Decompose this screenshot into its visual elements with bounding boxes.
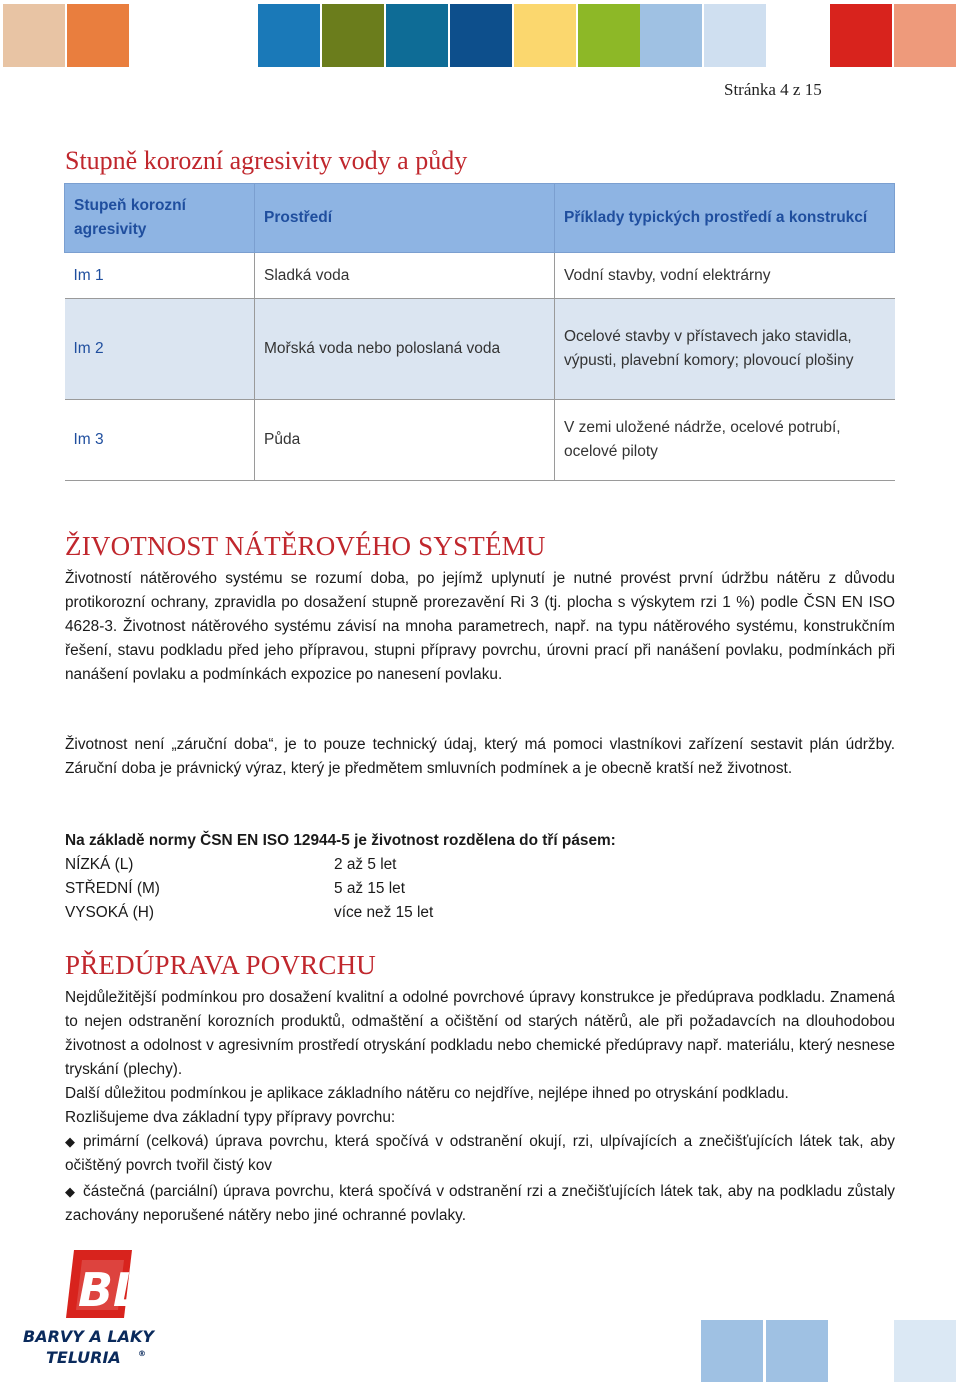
list-item-text: primární (celková) úprava povrchu, která spočívá v odstranění okují, rzi, ulpívajících a znečišťujících látek tak, aby očištěný povrch tvořil čistý kov xyxy=(65,1133,895,1174)
bands-intro: Na základě normy ČSN EN ISO 12944-5 je životnost rozdělena do tří pásem: xyxy=(65,832,616,849)
band-row xyxy=(65,853,396,877)
color-block xyxy=(258,4,320,67)
table-cell: Mořská voda nebo poloslaná voda xyxy=(255,299,555,400)
color-block xyxy=(704,4,766,67)
section-title-corrosion: Stupně korozní agresivity vody a půdy xyxy=(65,146,468,175)
section-title-lifetime: ŽIVOTNOST NÁTĚROVÉHO SYSTÉMU xyxy=(65,531,546,561)
corrosion-table xyxy=(64,183,895,481)
company-logo xyxy=(20,1248,170,1370)
list-item-text: částečná (parciální) úprava povrchu, která spočívá v odstranění rzi a znečišťujících látek tak, aby na podkladu zůstaly zachovány neporušené nátěry nebo jiné ochranné povlaky. xyxy=(65,1183,895,1224)
band-value: 2 až 5 let xyxy=(334,856,397,873)
logo-text-line1: BARVY A LAKY xyxy=(23,1327,154,1346)
table-cell: Půda xyxy=(255,400,555,481)
table-cell: Im 1 xyxy=(65,253,255,299)
table-cell: Im 2 xyxy=(65,299,255,400)
table-cell: Ocelové stavby v přístavech jako stavidla, výpusti, plavební komory; plovoucí plošiny xyxy=(555,299,895,400)
table-cell: V zemi uložené nádrže, ocelové potrubí, ocelové piloty xyxy=(555,400,895,481)
color-block xyxy=(514,4,576,67)
table-header-cell: Příklady typických prostředí a konstrukcí xyxy=(555,184,895,253)
table-cell: Vodní stavby, vodní elektrárny xyxy=(555,253,895,299)
diamond-bullet-icon: ◆ xyxy=(65,1184,75,1199)
logo-registered-mark: ® xyxy=(138,1349,146,1358)
color-block xyxy=(578,4,640,67)
table-header-cell: Stupeň korozní agresivity xyxy=(65,184,255,253)
table-row xyxy=(65,299,895,400)
table-row xyxy=(65,253,895,299)
page-number: Stránka 4 z 15 xyxy=(724,80,822,99)
color-block xyxy=(640,4,702,67)
paragraph: Rozlišujeme dva základní typy přípravy povrchu: xyxy=(65,1109,396,1126)
footer-color-block xyxy=(894,1320,956,1382)
paragraph: Životnost není „záruční doba“, je to pouze technický údaj, který má pomoci vlastníkovi zařízení sestavit plán údržby. Záruční doba je právnický výraz, který je předmětem smluvních podmínek a je obecně kratší než životnost. xyxy=(65,736,895,777)
table-row xyxy=(65,400,895,481)
band-label: STŘEDNÍ (M) xyxy=(65,880,160,897)
header-color-strip xyxy=(0,4,960,67)
band-value: 5 až 15 let xyxy=(334,880,406,897)
table-header-row xyxy=(65,184,895,253)
band-label: VYSOKÁ (H) xyxy=(65,904,154,921)
color-block xyxy=(830,4,892,67)
color-block xyxy=(386,4,448,67)
section-title-pretreatment: PŘEDÚPRAVA POVRCHU xyxy=(65,950,376,980)
band-label: NÍZKÁ (L) xyxy=(65,856,134,873)
table-cell: Im 3 xyxy=(65,400,255,481)
paragraph: Životností nátěrového systému se rozumí doba, po jejímž uplynutí je nutné provést první údržbu nátěru z důvodu protikorozní ochrany, zpravidla po dosažení stupně prorezavění Ri 3 (tj. plocha s výskytem rzi 1 %) podle ČSN EN ISO 4628-3. Životnost nátěrového systému závisí na mnoha parametrech, např. na typu nátěrového systému, konstrukčním řešení, stavu podkladu před jeho přípravou, stupni přípravy povrchu, úrovni prací při nanášení povlaku, podmínkách při nanášení povlaku a podmínkách expozice po nanesení povlaku. xyxy=(65,570,895,683)
diamond-bullet-icon: ◆ xyxy=(65,1134,75,1149)
list-item xyxy=(65,1130,895,1178)
band-value: více než 15 let xyxy=(334,904,434,921)
table-cell: Sladká voda xyxy=(255,253,555,299)
band-row xyxy=(65,877,405,901)
footer-color-block xyxy=(766,1320,828,1382)
list-item xyxy=(65,1180,895,1228)
color-block xyxy=(322,4,384,67)
paragraph: Nejdůležitější podmínkou pro dosažení kvalitní a odolné povrchové úpravy konstrukce je předúprava podkladu. Znamená to nejen odstranění korozních produktů, odmaštění a očištění od starých nátěrů, ale při požadavcích na dlouhodobou životnost a odolnost v agresivním prostředí otryskání podkladu nebo chemické předúpravy např. materiálu, který nesnese tryskání (plechy). xyxy=(65,989,895,1078)
color-block xyxy=(67,4,129,67)
band-row xyxy=(65,901,433,925)
color-block xyxy=(3,4,65,67)
logo-letters: BL xyxy=(78,1263,143,1317)
paragraph: Další důležitou podmínkou je aplikace základního nátěru co nejdříve, nejlépe ihned po otryskání podkladu. xyxy=(65,1085,789,1102)
logo-text-line2: TELURIA xyxy=(46,1348,121,1367)
footer-color-block xyxy=(701,1320,763,1382)
table-header-cell: Prostředí xyxy=(255,184,555,253)
color-block xyxy=(894,4,956,67)
color-block xyxy=(450,4,512,67)
